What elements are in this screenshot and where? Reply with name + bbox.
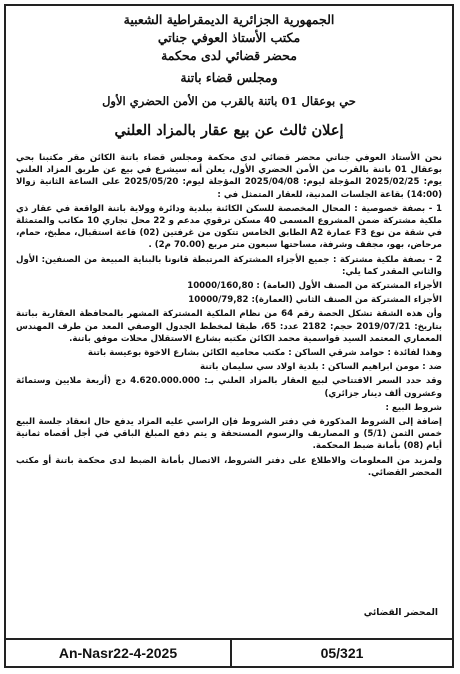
- footer-bar: [6, 638, 452, 666]
- office-name: مكتب الأستاذ العوفي جناتي: [157, 30, 301, 45]
- council-name: ومجلس قضاء باتنة: [180, 70, 278, 85]
- announcement-body: [16, 152, 442, 481]
- signature-label: المحضر القضائي: [363, 608, 438, 618]
- announcement-sheet: [4, 4, 454, 668]
- bailiff-court: محضر قضائي لدى محكمة: [161, 48, 297, 63]
- intro-paragraph: نحن الأستاذ العوفي جناتي محضر قضائي لدى محكمة ومجلس قضاء باتنة الكائن مقر مكتبنا بحي بوعقال 01 باتنة بالقرب من الأمن الحضري الأول، يعلن أنه سيشرع في بيع عن طريق المزاد العلني يوم: 2025/02/25 المؤجلة ليوم: 2025/04/08 المؤجلة ليوم: 2025/05/20 على الساعة الثانية زوالا (14:00) بقاعة الجلسات المدنية، للعقار المتمثل في :: [16, 153, 442, 200]
- announcement-number: 05/321: [320, 645, 364, 661]
- conditions-paragraph: إضافة إلى الشروط المذكورة في دفتر الشروط فإن الراسي عليه المزاد يدفع حال انعقاد جلسة البيع خمس الثمن (5/1) و المصاريف والرسوم المستحقة و يتم دفع المبلغ الباقي في أجل أقصاه ثمانية أيام (08) بأمانة ضبط المحكمة.: [16, 417, 442, 452]
- republic-header: الجمهورية الجزائرية الديمقراطية الشعبية: [123, 12, 335, 27]
- lot-paragraph: وأن هذه الشقة تشكل الحصة رقم 64 من نظام الملكية المشتركة المشهر بالمحافظة العقارية بباتنة بتاريخ: 2019/07/21 حجم: 2182 عدد: 65، طبقا لمخطط الجدول الوصفي المعد من طرف المهندس المعماري المعتمد السيد قواسمية محمد الكائن مكتبه بشارع الاستقلال محلات موفق باتنة.: [16, 309, 442, 344]
- beneficiary-line: وهذا لفائدة : حوامد شرقي الساكن : مكتب محاميه الكائن بشارع الاخوة بوعيسة باتنة: [87, 348, 442, 359]
- office-address: حي بوعقال 01 باتنة بالقرب من الأمن الحضري الأول: [102, 94, 356, 108]
- against-line: ضد : مومن ابراهيم الساكن : بلدية اولاد سي سليمان باتنة: [200, 362, 442, 373]
- announcement-title: إعلان ثالث عن بيع عقار بالمزاد العلني: [114, 122, 344, 139]
- conditions-title: شروط البيع :: [385, 402, 442, 413]
- publication-ref: An-Nasr22-4-2025: [6, 640, 232, 666]
- price-paragraph: وقد حدد السعر الافتتاحي لبيع العقار بالمزاد العلني بـ: 4.620.000.000 دج (أربعة ملايين وستمائة وعشرون ألف دينار جزائري): [16, 376, 442, 399]
- share-first-class: الأجزاء المشتركة من الصنف الأول (العامة) : 10000/160,80: [187, 281, 442, 292]
- more-info-paragraph: ولمزيد من المعلومات والاطلاع على دفتر الشروط، الاتصال بأمانة الضبط لدى محكمة باتنة أو مكتب المحضر القضائي.: [16, 455, 442, 478]
- share-second-class: الأجزاء المشتركة من الصنف الثاني (العمارة): 10000/79,82: [188, 295, 442, 306]
- common-property-paragraph: 2 - بصفة ملكية مشتركة : جميع الأجزاء المشتركة المرتبطة قانونا بالبناية المبيعة من الصنفين: الأول والثاني المقدر كما يلي:: [16, 254, 442, 277]
- private-property-paragraph: 1 - بصفة خصوصية : المحال المخصصة للسكن الكائنة ببلدية ودائرة وولاية باتنة الواقعة في عقار ذي ملكية مشتركة ضمن المشروع المسمى 40 مسكن ترقوي مدعم و 22 محل تجاري 10 مكاتب والمتمثلة في شقة من نوع F3 عمارة A2 الطابق الخامس تتكون من غرفتين (02) قاعة استقبال، مطبخ، حمام، مرحاض، بهو، مجفف وشرفة، مساحتها سبعون متر مربع (70.00 م2) .: [16, 203, 442, 251]
